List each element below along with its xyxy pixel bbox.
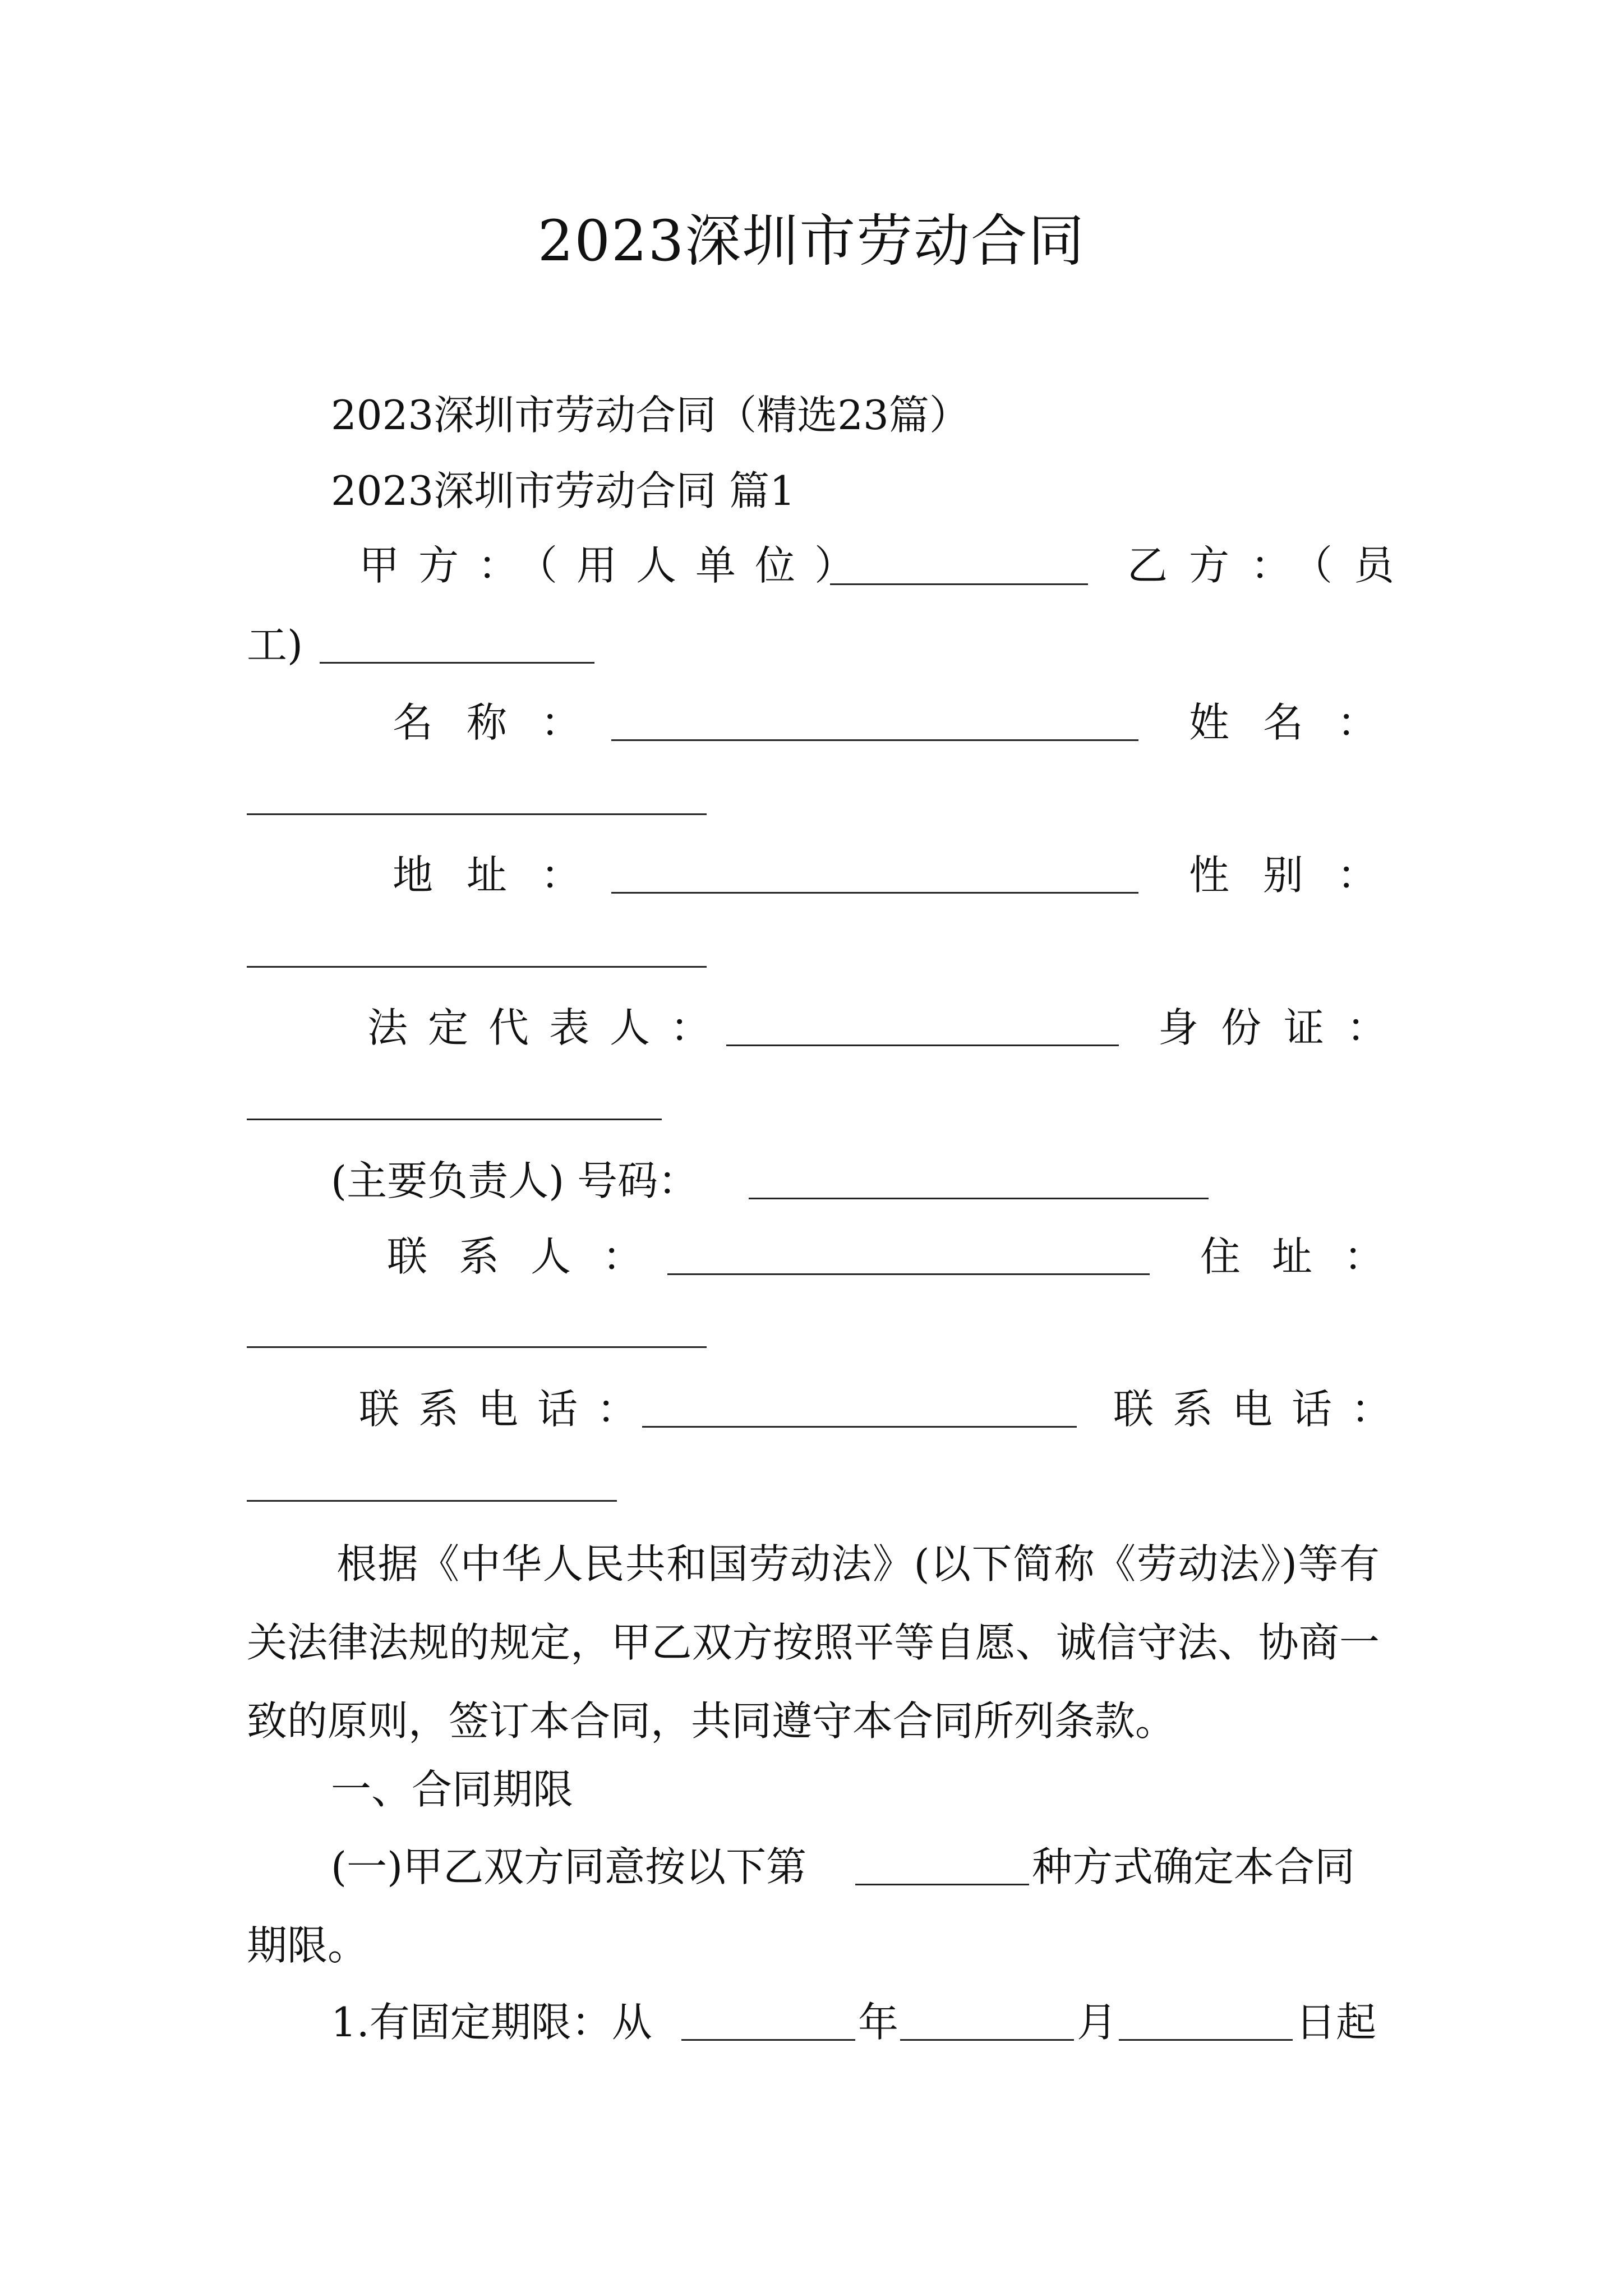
party-b-label: 乙方：（员 [1127,542,1416,589]
residence-blank [247,1346,707,1348]
item-1-year-blank [681,2039,855,2041]
party-a-blank [830,583,1088,585]
item-1-year: 年 [858,1999,899,2046]
document-title: 2023深圳市劳动合同 [537,208,1086,274]
party-a-label: 甲方：（用人单位） [359,542,874,589]
name-blank [611,739,1138,741]
full-name-blank [247,813,707,815]
full-name-label: 姓名： [1189,699,1412,746]
item-1-month-blank [900,2039,1074,2041]
address-blank [611,892,1138,894]
phone-b-label: 联系电话： [1113,1386,1411,1433]
clause-1-1-text-c: 期限。 [247,1922,368,1969]
party-b-label-cont: 工) [247,622,303,669]
clause-1-1-text-a: (一)甲乙双方同意按以下第 [331,1843,807,1890]
preamble-paragraph: 根据《中华人民共和国劳动法》(以下简称《劳动法》)等有关法律法规的规定，甲乙双方按照平等自愿、诚信守法、协商一致的原则，签订本合同，共同遵守本合同所列条款。 [247,1540,1380,1745]
legal-rep-blank [726,1045,1119,1046]
contact-blank [667,1273,1150,1275]
id-card-label: 身份证： [1158,1004,1410,1051]
phone-b-blank [247,1500,617,1502]
item-1-day: 日起 [1295,1999,1377,2046]
clause-1-heading: 一、合同期限 [331,1766,574,1813]
responsible-label: (主要负责人) 号码： [331,1157,699,1204]
residence-label: 住址： [1200,1233,1416,1280]
section-heading: 2023深圳市劳动合同 篇1 [331,467,795,514]
phone-a-label: 联系电话： [359,1386,657,1433]
gender-label: 性别： [1189,852,1412,899]
item-1-text-a: 1.有固定期限：从 [331,1999,652,2046]
gender-blank [247,966,707,968]
address-label: 地址： [393,852,615,899]
clause-1-1-text-b: 种方式确定本合同 [1032,1843,1355,1890]
item-1-month: 月 [1077,1999,1118,2046]
clause-1-1-blank [855,1884,1029,1885]
document-subtitle: 2023深圳市劳动合同（精选23篇） [331,392,970,439]
id-card-blank [247,1119,662,1120]
contact-label: 联系人： [387,1233,675,1280]
name-label: 名称： [393,699,615,746]
party-b-blank [320,662,594,664]
phone-a-blank [642,1426,1077,1428]
item-1-day-blank [1119,2039,1293,2041]
responsible-blank [749,1198,1209,1199]
legal-rep-label: 法定代表人： [367,1004,731,1051]
